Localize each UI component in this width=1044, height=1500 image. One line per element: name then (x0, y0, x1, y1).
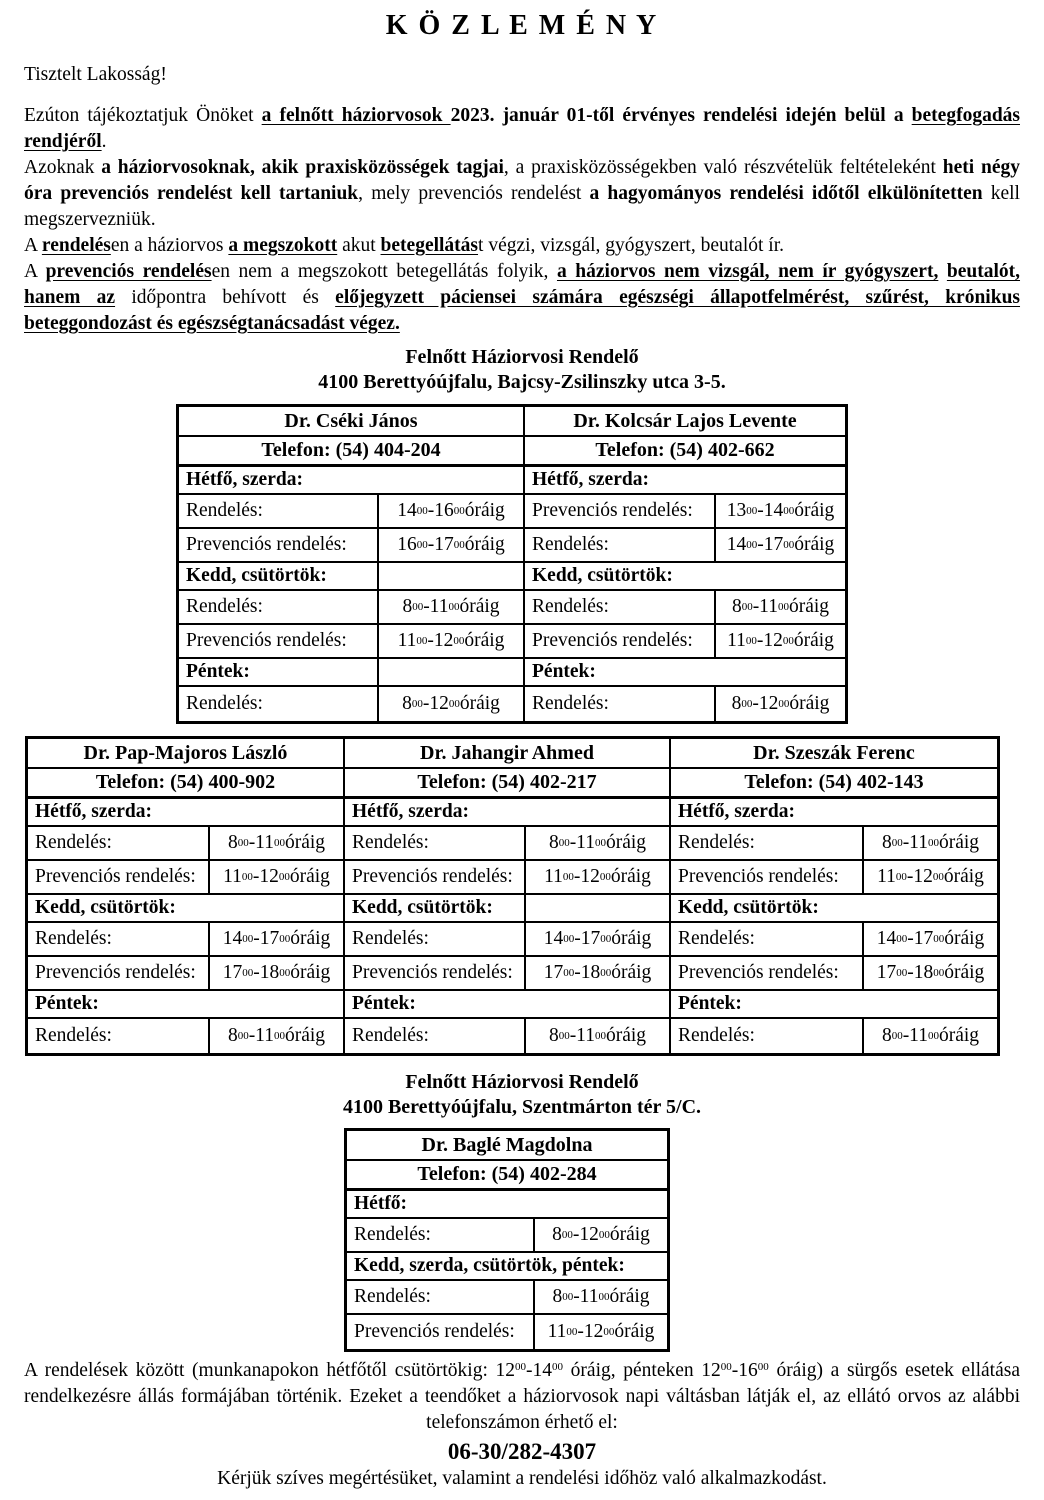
schedule-cell (179, 591, 525, 623)
schedule-cell (345, 957, 671, 989)
slot-time-cell: 8 00 -11 00 óráig (402, 596, 500, 617)
intro-paragraph-2 (24, 155, 1020, 233)
day-header-cell: Kedd, csütörtök: (532, 565, 673, 586)
slot-label-cell: Rendelés: (179, 687, 379, 721)
slot-time-cell: 11 00 -12 00 óráig (223, 866, 330, 887)
schedule-cell (28, 923, 345, 955)
schedule-cell (347, 1281, 667, 1313)
clinic-heading-szentmarton (24, 1070, 1020, 1120)
day-header-label: Kedd, csütörtök: (345, 895, 526, 921)
slot-time-cell: 16 00 -17 00 óráig (397, 534, 505, 555)
slot-label-cell: Rendelés: (671, 923, 864, 955)
day-header-cell: Kedd, csütörtök: (678, 897, 819, 918)
table-row (179, 467, 845, 495)
clinic-heading-bajcsy (24, 345, 1020, 395)
schedule-cell (525, 687, 845, 721)
schedule-cell (28, 1019, 345, 1053)
table-row (179, 659, 845, 687)
schedule-cell (347, 1219, 667, 1251)
day-header-cell: Hétfő, szerda: (532, 469, 649, 490)
intro-paragraph-1 (24, 103, 1020, 155)
slot-time-cell: 8 00 -11 00 óráig (881, 1025, 980, 1046)
text-run: betegfogadás rendjéről (24, 105, 1020, 152)
day-header-cell: Péntek: (345, 991, 671, 1017)
day-header-cell: Kedd, szerda, csütörtök, péntek: (354, 1255, 625, 1276)
schedule-cell (179, 495, 525, 527)
text-run: kell megszervezniük. (24, 183, 1020, 230)
schedule-table-three-doctors (25, 736, 1000, 1056)
schedule-cell (28, 957, 345, 989)
table-row (347, 1219, 667, 1253)
schedule-cell (345, 827, 671, 859)
doctor-phone-cell: Telefon: (54) 402-217 (345, 769, 671, 796)
slot-label-cell: Rendelés: (28, 1019, 210, 1053)
schedule-cell (179, 687, 525, 721)
day-header-cell: Hétfő, szerda: (345, 799, 671, 825)
day-header-cell (179, 659, 525, 685)
slot-label-cell: Rendelés: (28, 827, 210, 859)
text-run: A rendelések között (munkanapokon hétfőtől csütörtökig: $12^{00}-14^{00}$ óráig, pénteken $12^{00}-16^{00}$ óráig) a sürgős esetek ellátása rendelkezésre állás formájában történik. Ezeket a teendőket a háziorvosok napi váltásban látják el, az ellátó orvos az alábbi telefonszámon érhető el: (24, 1360, 1020, 1433)
text-run: beutalót, (946, 261, 1021, 282)
schedule-table-szentmarton (344, 1128, 670, 1352)
salutation: Tisztelt Lakosság! (24, 64, 167, 85)
slot-label-cell: Prevenciós rendelés: (671, 861, 864, 893)
schedule-cell (28, 861, 345, 893)
text-run: en a háziorvos (110, 235, 229, 256)
table-row (347, 1281, 667, 1315)
day-header-cell: Péntek: (28, 991, 345, 1017)
day-header-cell (179, 563, 525, 589)
slot-time-cell: 14 00 -17 00 óráig (726, 534, 835, 555)
schedule-cell (671, 861, 997, 893)
table-row (179, 563, 845, 591)
intro-paragraph-3 (24, 233, 1020, 259)
doctor-name-cell: Dr. Kolcsár Lajos Levente (573, 409, 797, 432)
slot-label-cell: Prevenciós rendelés: (345, 957, 526, 989)
clinic-name: Felnőtt Háziorvosi Rendelő (405, 346, 639, 368)
table-row (28, 957, 997, 991)
doctor-phone-cell: Telefon: (54) 404-204 (179, 437, 525, 464)
on-call-phone-number: 06-30/282-4307 (447, 1439, 597, 1464)
schedule-cell (179, 625, 525, 657)
text-run: Ezúton tájékoztatjuk Önöket (24, 105, 262, 126)
clinic-name: Felnőtt Háziorvosi Rendelő (405, 1071, 639, 1093)
doctor-name-cell: Dr. Cséki János (179, 407, 525, 435)
text-run: heti négy óra prevenciós rendelést kell tartaniuk (24, 157, 1020, 204)
doctor-phone-cell: Telefon: (54) 400-902 (28, 769, 345, 796)
slot-time-cell: 11 00 -12 00 óráig (877, 866, 984, 887)
slot-label-cell: Rendelés: (179, 495, 379, 527)
doctor-phone-cell: Telefon: (54) 402-662 (595, 439, 775, 461)
slot-label-cell: Rendelés: (345, 923, 526, 955)
slot-time-cell: 13 00 -14 00 óráig (726, 500, 835, 521)
slot-label-cell: Prevenciós rendelés: (347, 1315, 535, 1349)
table-row (179, 495, 845, 529)
doctor-phone-cell: Telefon: (54) 402-284 (417, 1163, 597, 1185)
slot-label-cell: Prevenciós rendelés: (28, 957, 210, 989)
text-run: , mely prevenciós rendelést (358, 183, 590, 204)
slot-label-cell: Rendelés: (345, 827, 526, 859)
text-run: en nem a megszokott betegellátás folyik, (211, 261, 557, 282)
table-row (28, 739, 997, 769)
table-row (179, 529, 845, 563)
doctor-name-cell: Dr. Jahangir Ahmed (345, 739, 671, 767)
closing-line: Kérjük szíves megértésüket, valamint a rendelési időhöz való alkalmazkodást. (217, 1468, 827, 1489)
day-header-cell: Péntek: (532, 661, 596, 682)
slot-label-cell: Rendelés: (28, 923, 210, 955)
slot-time-cell: 17 00 -18 00 óráig (222, 962, 331, 983)
slot-label-cell: Rendelés: (525, 591, 716, 623)
text-run: a megszokott (228, 235, 338, 256)
empty-cell (379, 659, 523, 685)
table-row (28, 799, 997, 827)
text-run: prevenciós rendelés (45, 261, 212, 282)
slot-time-cell: 11 00 -12 00 óráig (727, 630, 834, 651)
table-row (347, 1253, 667, 1281)
table-row (28, 923, 997, 957)
table-row (28, 769, 997, 799)
text-run: t végzi, vizsgál, gyógyszert, beutalót ír. (478, 235, 784, 256)
table-row (28, 991, 997, 1019)
text-run: betegellátás (380, 235, 479, 256)
text-run: A (24, 235, 42, 256)
slot-time-cell: 14 00 -17 00 óráig (876, 928, 985, 949)
text-run: Azoknak (24, 157, 102, 178)
day-header-label: Kedd, csütörtök: (179, 563, 379, 589)
table-row (347, 1131, 667, 1161)
slot-label-cell: Rendelés: (671, 827, 864, 859)
slot-time-cell: 8 00 -11 00 óráig (881, 832, 980, 853)
slot-label-cell: Rendelés: (345, 1019, 526, 1053)
slot-time-cell: 8 00 -11 00 óráig (552, 1286, 650, 1307)
schedule-cell (671, 1019, 997, 1053)
slot-time-cell: 8 00 -12 00 óráig (552, 1224, 650, 1245)
slot-time-cell: 8 00 -11 00 óráig (731, 596, 830, 617)
schedule-cell (525, 625, 845, 657)
schedule-cell (525, 529, 845, 561)
slot-time-cell: 8 00 -12 00 óráig (402, 693, 500, 714)
day-header-cell: Hétfő: (354, 1193, 408, 1214)
text-run: időpontra behívott és (115, 287, 336, 308)
day-header-cell: Kedd, csütörtök: (28, 895, 345, 921)
intro-text (24, 103, 1020, 337)
clinic-address: 4100 Berettyóújfalu, Szentmárton tér 5/C. (342, 1096, 702, 1118)
slot-label-cell: Prevenciós rendelés: (179, 529, 379, 561)
slot-label-cell: Rendelés: (347, 1219, 535, 1251)
text-run: a háziorvosoknak, akik praxisközösségek tagjai (101, 157, 504, 178)
text-run: előjegyzett páciensei számára egészségi állapotfelmérést, szűrést, krónikus beteggondozást és egészségtanácsadást végez. (24, 287, 1021, 334)
doctor-phone-cell: Telefon: (54) 402-143 (744, 771, 924, 793)
doctor-name-cell: Dr. Szeszák Ferenc (753, 741, 915, 764)
intro-paragraph-4 (24, 259, 1020, 337)
slot-label-cell: Prevenciós rendelés: (345, 861, 526, 893)
slot-time-cell: 14 00 -17 00 óráig (222, 928, 331, 949)
slot-time-cell: 17 00 -18 00 óráig (543, 962, 652, 983)
text-run: , a praxisközösségekben való részvételük feltételeként (503, 157, 943, 178)
slot-time-cell: 14 00 -16 00 óráig (397, 500, 505, 521)
day-header-label: Péntek: (179, 659, 379, 685)
schedule-cell (671, 827, 997, 859)
slot-label-cell: Prevenciós rendelés: (525, 495, 716, 527)
schedule-cell (345, 1019, 671, 1053)
slot-label-cell: Rendelés: (525, 687, 716, 721)
schedule-cell (671, 957, 997, 989)
table-row (347, 1191, 667, 1219)
table-row (28, 827, 997, 861)
text-run: a hagyományos rendelési időtől elkülönítetten (589, 183, 983, 204)
schedule-cell (525, 591, 845, 623)
schedule-cell (347, 1315, 667, 1349)
text-run: A (24, 261, 46, 282)
schedule-cell (179, 529, 525, 561)
table-row (28, 1019, 997, 1053)
day-header-cell: Hétfő, szerda: (678, 801, 795, 822)
day-header-cell: Hétfő, szerda: (179, 467, 525, 493)
slot-label-cell: Prevenciós rendelés: (525, 625, 716, 657)
text-run: 2023. január 01-től érvényes rendelési idején belül a (450, 105, 912, 126)
schedule-cell (345, 861, 671, 893)
slot-label-cell: Rendelés: (347, 1281, 535, 1313)
text-run: a felnőtt háziorvosok (261, 105, 451, 126)
footer-paragraph (24, 1358, 1020, 1436)
schedule-cell (28, 827, 345, 859)
day-header-cell (345, 895, 671, 921)
slot-time-cell: 8 00 -11 00 óráig (548, 1025, 647, 1046)
slot-time-cell: 8 00 -11 00 óráig (227, 832, 326, 853)
slot-time-cell: 8 00 -11 00 óráig (227, 1025, 326, 1046)
schedule-cell (671, 923, 997, 955)
day-header-cell: Hétfő, szerda: (28, 799, 345, 825)
text-run: akut (337, 235, 381, 256)
text-run: rendelés (41, 235, 111, 256)
slot-time-cell: 17 00 -18 00 óráig (876, 962, 985, 983)
schedule-cell (525, 495, 845, 527)
day-header-cell: Péntek: (678, 993, 742, 1014)
table-row (347, 1161, 667, 1191)
clinic-address: 4100 Berettyóújfalu, Bajcsy-Zsilinszky utca 3-5. (318, 371, 726, 393)
table-row (179, 437, 845, 467)
text-run: . (101, 131, 107, 152)
text-run: a háziorvos nem vizsgál, nem ír gyógyszert, (556, 261, 939, 282)
table-row (28, 861, 997, 895)
table-row (347, 1315, 667, 1349)
schedule-cell (345, 923, 671, 955)
empty-cell (526, 895, 669, 921)
slot-time-cell: 11 00 -12 00 óráig (544, 866, 651, 887)
text-run (938, 261, 947, 282)
slot-label-cell: Prevenciós rendelés: (179, 625, 379, 657)
slot-label-cell: Rendelés: (179, 591, 379, 623)
table-row (179, 625, 845, 659)
table-row (179, 687, 845, 721)
table-row (179, 591, 845, 625)
slot-time-cell: 11 00 -12 00 óráig (547, 1321, 655, 1342)
slot-time-cell: 8 00 -11 00 óráig (548, 832, 647, 853)
slot-time-cell: 8 00 -12 00 óráig (731, 693, 830, 714)
slot-label-cell: Prevenciós rendelés: (671, 957, 864, 989)
slot-label-cell: Rendelés: (525, 529, 716, 561)
doctor-name-cell: Dr. Baglé Magdolna (421, 1133, 593, 1156)
doctor-name-cell: Dr. Pap-Majoros László (28, 739, 345, 767)
schedule-table-bajcsy (176, 404, 848, 724)
notice-title: K Ö Z L E M É N Y (385, 10, 659, 41)
table-row (28, 895, 997, 923)
text-run: hanem az (24, 287, 116, 308)
slot-label-cell: Rendelés: (671, 1019, 864, 1053)
table-row (179, 407, 845, 437)
empty-cell (379, 563, 523, 589)
slot-time-cell: 11 00 -12 00 óráig (397, 630, 505, 651)
slot-time-cell: 14 00 -17 00 óráig (543, 928, 652, 949)
slot-label-cell: Prevenciós rendelés: (28, 861, 210, 893)
